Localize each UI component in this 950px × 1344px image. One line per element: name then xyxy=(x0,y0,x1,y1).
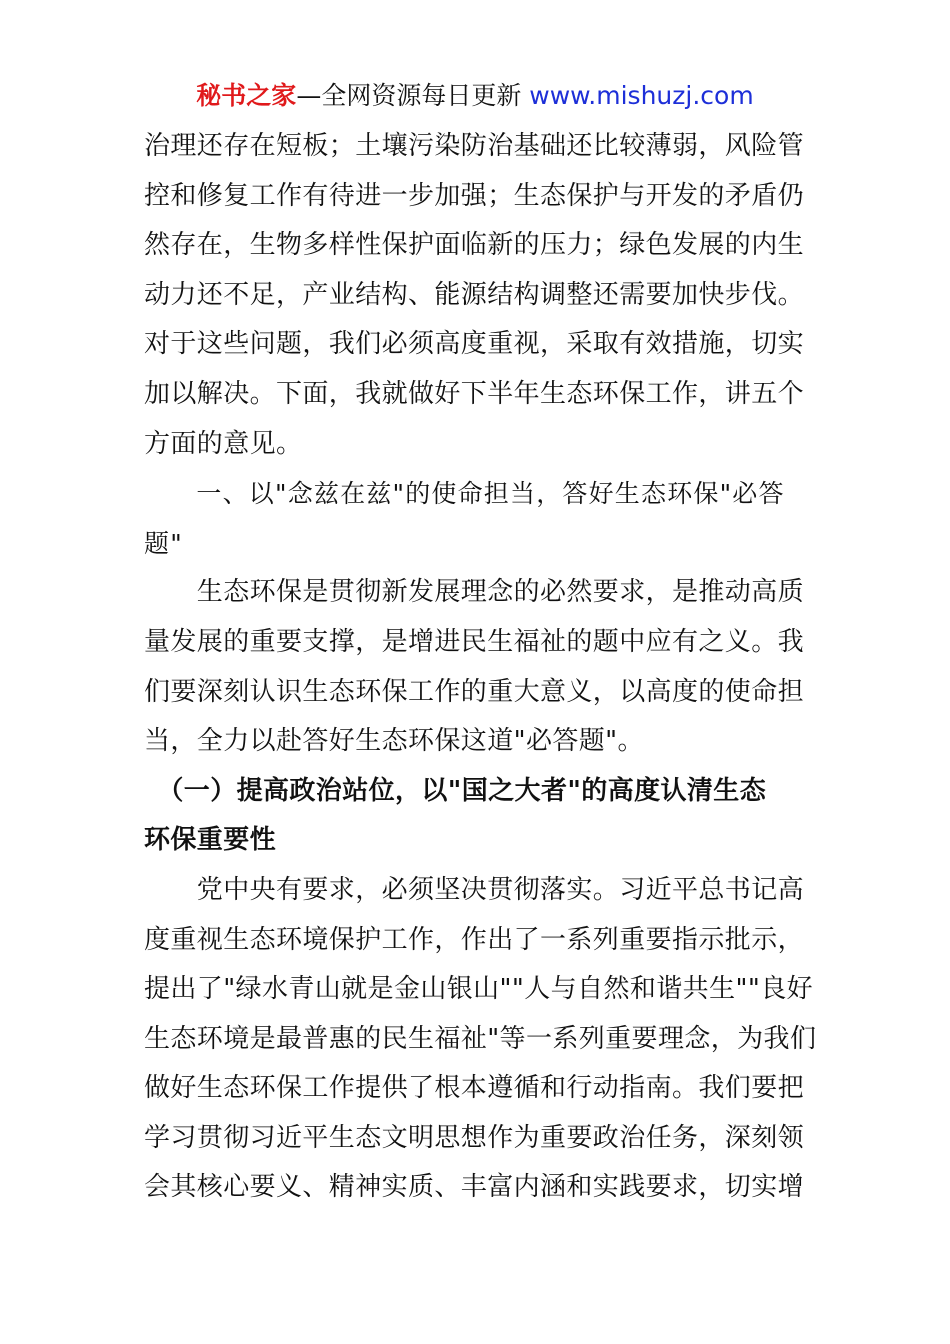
text-line: 们要深刻认识生态环保工作的重大意义，以高度的使命担 xyxy=(144,676,805,707)
section-heading-line: 一、以"念兹在兹"的使命担当，答好生态环保"必答 xyxy=(144,479,785,509)
text-line: 方面的意见。 xyxy=(144,428,303,459)
text-line: 动力还不足，产业结构、能源结构调整还需要加快步伐。 xyxy=(144,279,805,310)
text-line: 当，全力以赴答好生态环保这道"必答题"。 xyxy=(144,726,644,757)
text-line: 加以解决。下面，我就做好下半年生态环保工作，讲五个 xyxy=(144,378,805,409)
text-line: 度重视生态环境保护工作，作出了一系列重要指示批示， xyxy=(144,924,805,955)
site-tagline: —全网资源每日更新 xyxy=(296,81,530,110)
section-heading-line: 题" xyxy=(144,528,183,558)
subsection-heading-line: 环保重要性 xyxy=(144,825,277,856)
text-line: 学习贯彻习近平生态文明思想作为重要政治任务，深刻领 xyxy=(144,1122,805,1153)
text-line: 治理还存在短板；土壤污染防治基础还比较薄弱，风险管 xyxy=(144,131,805,161)
text-line: 量发展的重要支撑，是增进民生福祉的题中应有之义。我 xyxy=(144,626,805,657)
subsection-heading-line: （一）提高政治站位，以"国之大者"的高度认清生态 xyxy=(144,775,767,806)
text-line: 党中央有要求，必须坚决贯彻落实。习近平总书记高 xyxy=(144,874,805,905)
site-brand: 秘书之家 xyxy=(196,81,297,110)
text-line: 做好生态环保工作提供了根本遵循和行动指南。我们要把 xyxy=(144,1073,805,1104)
site-header xyxy=(0,78,950,114)
text-line: 对于这些问题，我们必须高度重视，采取有效措施，切实 xyxy=(144,329,805,360)
text-line: 控和修复工作有待进一步加强；生态保护与开发的矛盾仍 xyxy=(144,180,805,211)
text-line: 会其核心要义、精神实质、丰富内涵和实践要求，切实增 xyxy=(144,1172,805,1203)
site-url[interactable]: www.mishuzj.com xyxy=(529,81,754,110)
document-body xyxy=(144,122,817,1213)
text-line: 提出了"绿水青山就是金山银山""人与自然和谐共生""良好 xyxy=(144,974,813,1005)
text-line: 生态环保是贯彻新发展理念的必然要求，是推动高质 xyxy=(144,577,805,608)
text-line: 然存在，生物多样性保护面临新的压力；绿色发展的内生 xyxy=(144,230,805,261)
text-line: 生态环境是最普惠的民生福祉"等一系列重要理念，为我们 xyxy=(144,1023,817,1054)
